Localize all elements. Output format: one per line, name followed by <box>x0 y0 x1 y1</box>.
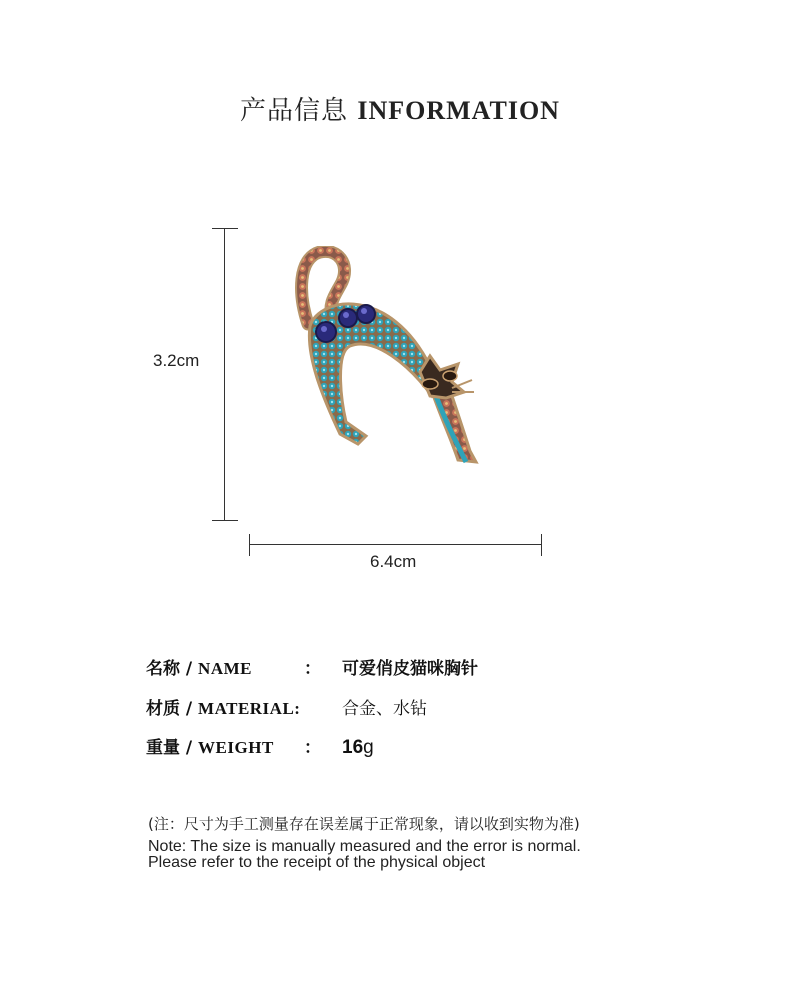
note-cn: (注：尺寸为手工测量存在误差属于正常现象，请以收到实物为准) <box>148 815 580 833</box>
cat-brooch-illustration <box>280 246 510 476</box>
note-en-line1: Note: The size is manually measured and the error is normal. <box>148 838 581 855</box>
weight-value: 16g <box>342 737 374 758</box>
name-key: 名称 / NAME <box>146 659 252 679</box>
height-dimension-cap-bottom <box>212 520 238 521</box>
height-dimension-line <box>224 228 225 521</box>
material-key: 材质 / MATERIAL: <box>146 699 301 719</box>
info-row-material <box>146 694 427 719</box>
width-dimension-line <box>249 544 542 545</box>
note-en-line2: Please refer to the receipt of the physical object <box>148 854 486 871</box>
name-value: 可爱俏皮猫咪胸针 <box>342 659 478 679</box>
title-en: INFORMATION <box>357 96 560 125</box>
material-value: 合金、水钻 <box>342 699 427 719</box>
weight-key: 重量 / WEIGHT <box>146 738 274 758</box>
info-row-weight <box>146 733 374 759</box>
height-dimension-cap-top <box>212 228 238 229</box>
info-row-name <box>146 654 478 679</box>
width-dimension-cap-right <box>541 534 542 556</box>
weight-colon: ： <box>304 738 321 758</box>
title-cn: 产品信息 <box>240 96 349 126</box>
height-label: 3.2cm <box>153 351 200 370</box>
page-title <box>0 90 800 127</box>
width-dimension-cap-left <box>249 534 250 556</box>
width-label: 6.4cm <box>370 552 417 571</box>
name-colon: ： <box>304 659 321 679</box>
